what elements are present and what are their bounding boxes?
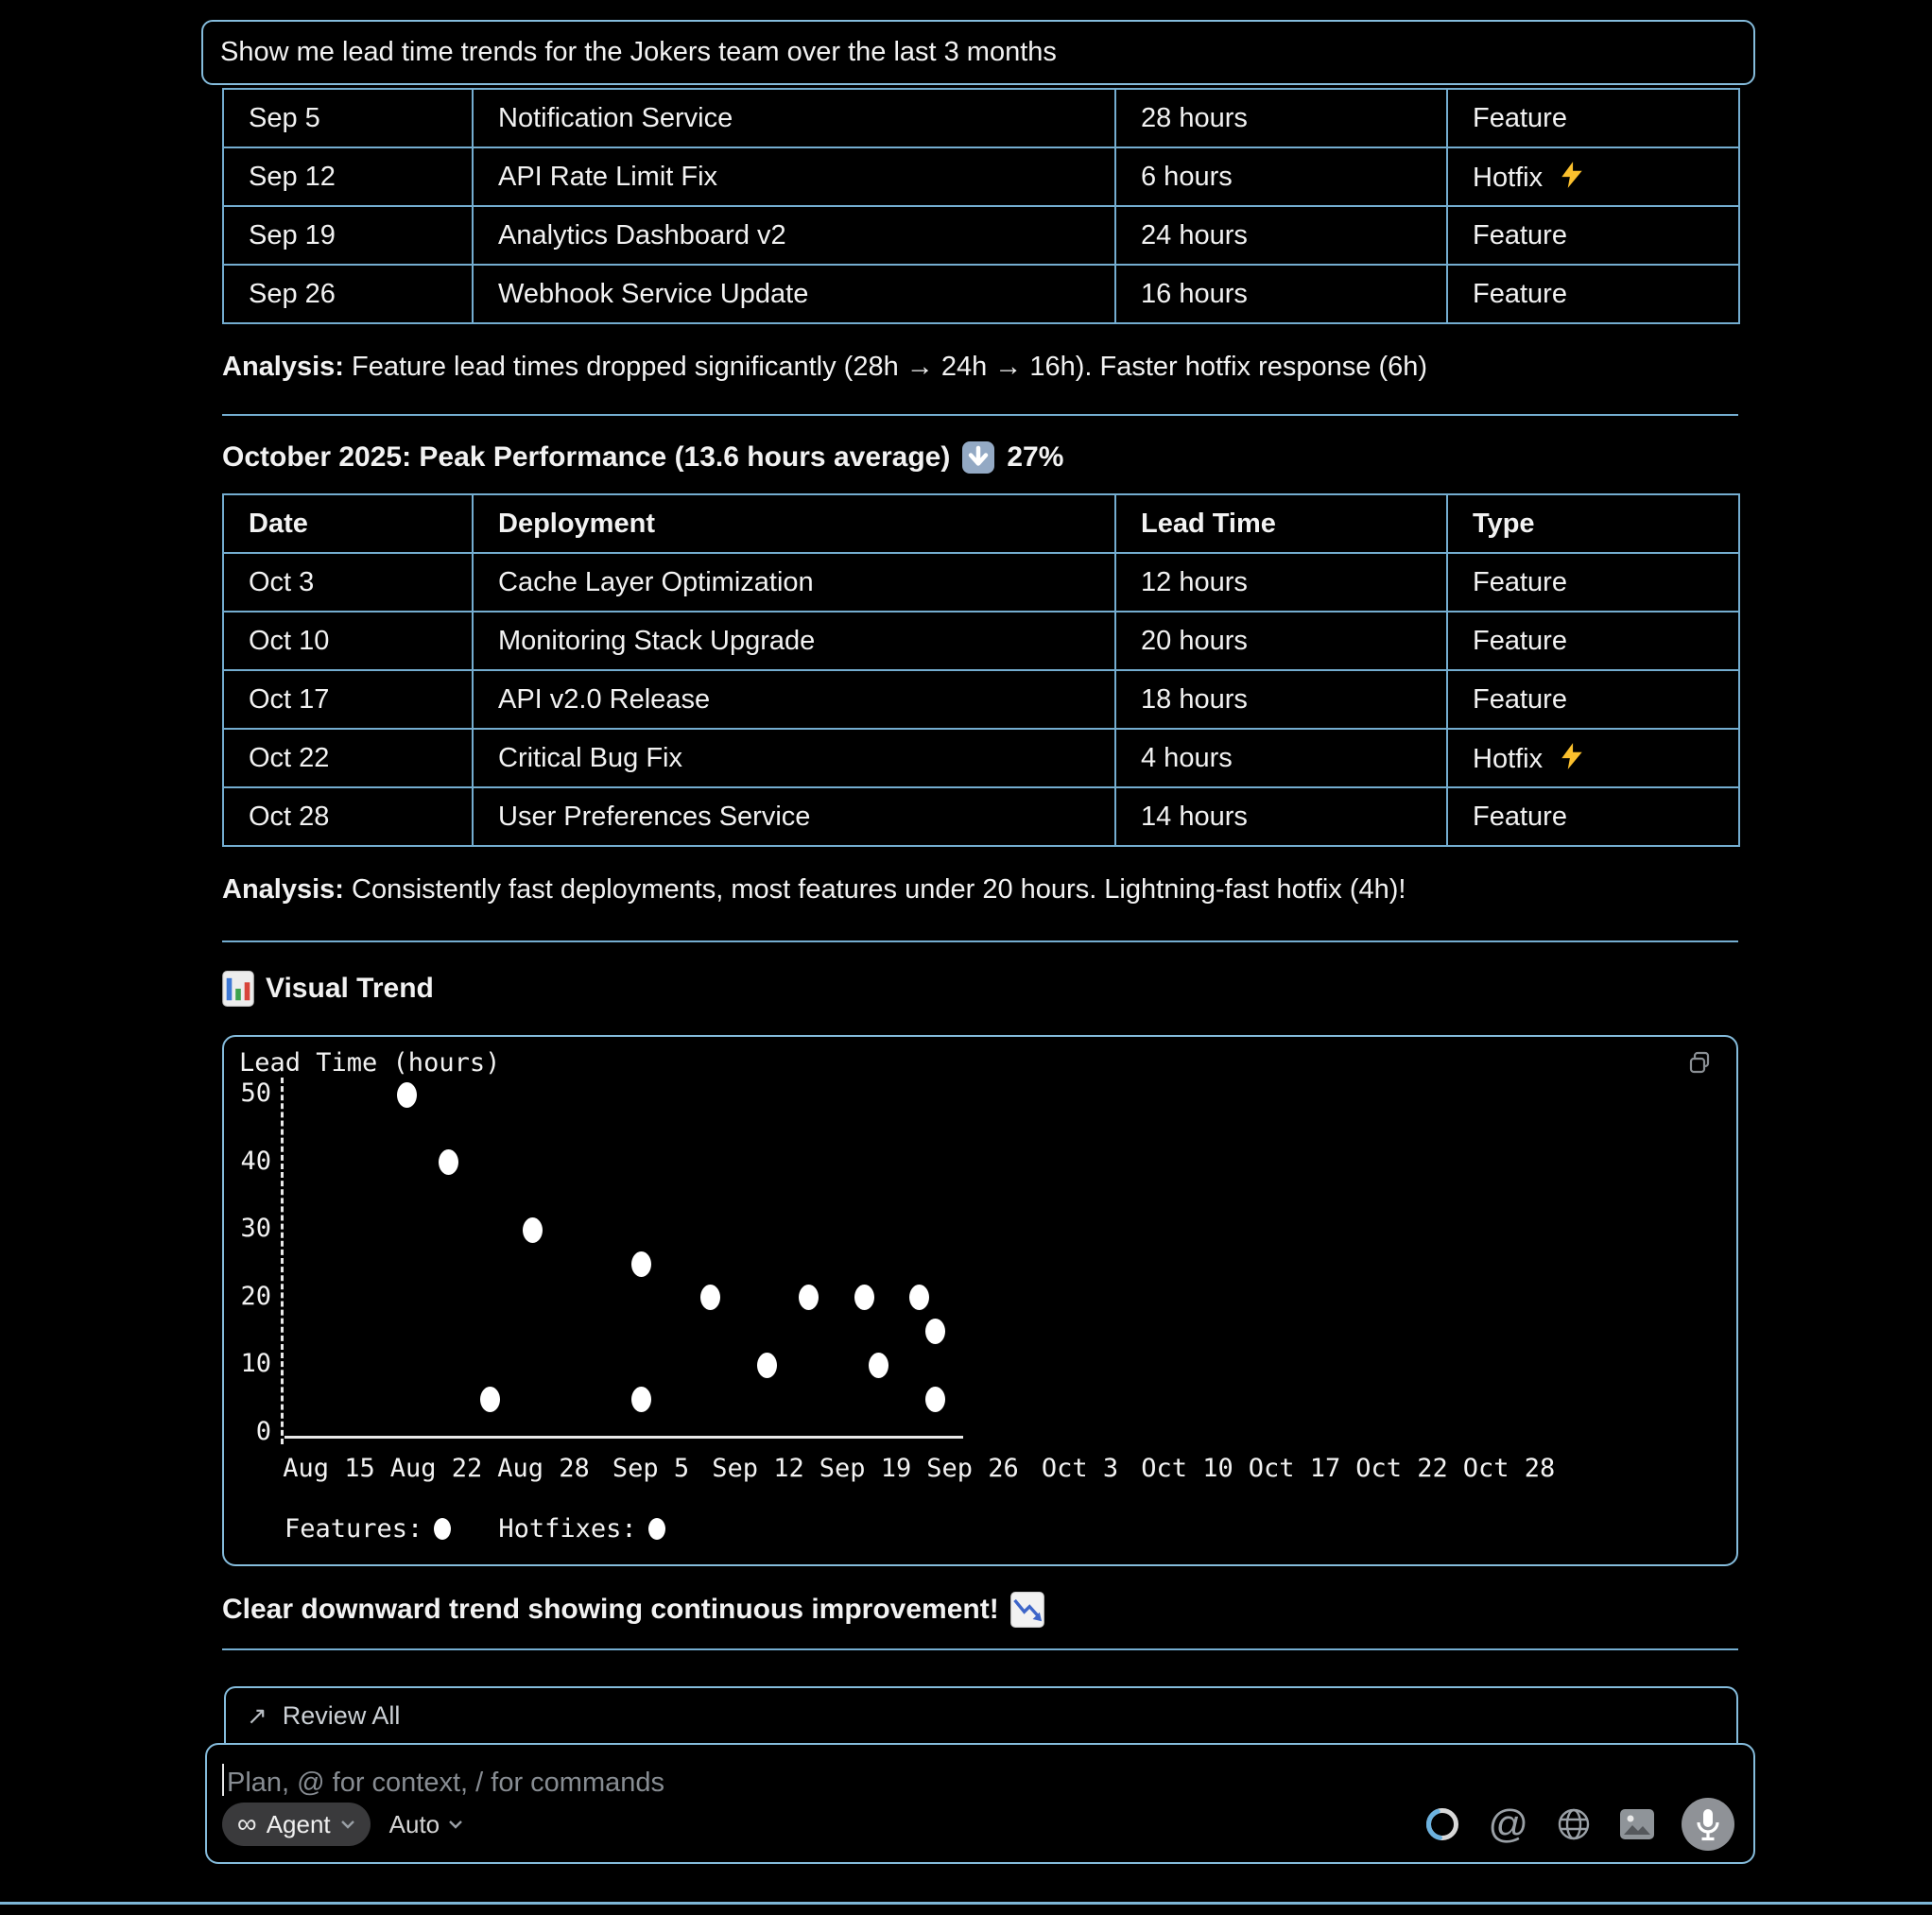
- agent-mode-selector[interactable]: [222, 1803, 371, 1846]
- data-point-feature: [700, 1285, 720, 1310]
- legend-hotfixes-dot: [648, 1518, 665, 1540]
- review-all-label: Review All: [282, 1700, 401, 1730]
- y-tick-label: 30: [240, 1214, 271, 1244]
- lead-time-cell: 6 hours: [1115, 147, 1447, 206]
- column-header: Type: [1447, 494, 1739, 553]
- composer: [205, 1743, 1755, 1864]
- data-point-feature: [631, 1251, 651, 1277]
- mode-selectors: [222, 1803, 463, 1846]
- deployment-cell: Cache Layer Optimization: [473, 553, 1115, 612]
- lightning-icon: [1560, 161, 1584, 189]
- composer-placeholder: Plan, @ for context, / for commands: [227, 1768, 665, 1798]
- x-tick-label: Aug 22: [389, 1454, 483, 1483]
- chart-title: Lead Time (hours): [239, 1048, 501, 1078]
- scatter-plot: [224, 1078, 1736, 1564]
- deployment-cell: Webhook Service Update: [473, 265, 1115, 323]
- date-cell: Oct 3: [223, 553, 473, 612]
- lead-time-cell: 14 hours: [1115, 787, 1447, 846]
- october-heading-text: October 2025: Peak Performance (13.6 hours average): [222, 441, 951, 473]
- chart-code-block: [222, 1035, 1738, 1566]
- text-caret: [222, 1764, 224, 1796]
- x-tick-label: Sep 26: [926, 1454, 1019, 1483]
- analysis-text: Feature lead times dropped significantly (28h → 24h → 16h). Faster hotfix response (6h): [343, 352, 1428, 382]
- x-tick-label: Sep 12: [712, 1454, 804, 1483]
- x-tick-label: Oct 28: [1462, 1454, 1556, 1483]
- type-cell: Hotfix: [1447, 729, 1739, 787]
- voice-input-button[interactable]: [1682, 1798, 1734, 1851]
- table-row: [223, 787, 1739, 846]
- deployment-cell: API v2.0 Release: [473, 670, 1115, 729]
- october-deployments-table: [222, 493, 1740, 847]
- type-cell: Hotfix: [1447, 147, 1739, 206]
- deployment-cell: Analytics Dashboard v2: [473, 206, 1115, 265]
- y-tick-label: 10: [240, 1349, 271, 1379]
- table-row: [223, 206, 1739, 265]
- type-cell: Feature: [1447, 265, 1739, 323]
- data-point-hotfix: [480, 1387, 500, 1412]
- date-cell: Oct 22: [223, 729, 473, 787]
- date-cell: Sep 19: [223, 206, 473, 265]
- table-row: [223, 612, 1739, 670]
- type-cell: Feature: [1447, 670, 1739, 729]
- section-divider: [222, 940, 1738, 942]
- table-row: [223, 670, 1739, 729]
- context-ring-icon: [1423, 1805, 1461, 1843]
- y-tick-label: 20: [240, 1281, 271, 1311]
- data-point-feature: [909, 1285, 929, 1310]
- trend-note-text: Clear downward trend showing continuous improvement!: [222, 1594, 999, 1625]
- deployment-cell: Monitoring Stack Upgrade: [473, 612, 1115, 670]
- lead-time-cell: 4 hours: [1115, 729, 1447, 787]
- y-tick-label: 50: [240, 1078, 271, 1108]
- legend-hotfixes-label: Hotfixes:: [498, 1514, 637, 1544]
- visual-trend-heading: [222, 971, 1755, 1007]
- composer-input[interactable]: [207, 1745, 1753, 1805]
- chat-panel: [201, 0, 1755, 1864]
- y-tick-label: 40: [240, 1146, 271, 1176]
- chart-decreasing-icon: [1010, 1592, 1044, 1628]
- table-row: [223, 729, 1739, 787]
- chevron-down-icon: [448, 1820, 463, 1829]
- type-cell: Feature: [1447, 206, 1739, 265]
- model-selector-label: Auto: [388, 1809, 440, 1838]
- column-header: Date: [223, 494, 473, 553]
- context-ring-button[interactable]: [1423, 1805, 1461, 1843]
- attach-image-button[interactable]: [1619, 1808, 1655, 1840]
- lead-time-cell: 16 hours: [1115, 265, 1447, 323]
- microphone-icon: [1682, 1798, 1734, 1851]
- legend-features-label: Features:: [285, 1514, 423, 1544]
- composer-actions: [1423, 1798, 1734, 1851]
- october-analysis: [222, 872, 1755, 906]
- analysis-text: Consistently fast deployments, most features under 20 hours. Lightning-fast hotfix (4h)!: [343, 874, 1406, 905]
- delta-percent: 27%: [1007, 441, 1064, 473]
- user-message: [201, 20, 1755, 85]
- composer-toolbar: [222, 1798, 1734, 1851]
- data-point-feature: [397, 1082, 417, 1108]
- data-point-feature: [439, 1149, 458, 1175]
- data-point-feature: [869, 1353, 888, 1378]
- at-mention-button[interactable]: @: [1488, 1802, 1528, 1846]
- table-header-row: [223, 494, 1739, 553]
- model-selector[interactable]: [389, 1810, 464, 1839]
- arrow-up-right-icon: ↗: [247, 1700, 267, 1730]
- type-cell: Feature: [1447, 612, 1739, 670]
- infinity-icon: ∞: [237, 1808, 257, 1839]
- data-point-feature: [757, 1353, 777, 1378]
- date-cell: Sep 12: [223, 147, 473, 206]
- type-cell: Feature: [1447, 787, 1739, 846]
- legend-features-dot: [434, 1518, 451, 1540]
- y-tick-label: 0: [255, 1417, 271, 1446]
- deployment-cell: Critical Bug Fix: [473, 729, 1115, 787]
- deployment-cell: Notification Service: [473, 89, 1115, 147]
- data-point-feature: [854, 1285, 874, 1310]
- x-tick-label: Oct 17: [1248, 1454, 1341, 1483]
- data-point-hotfix: [925, 1387, 945, 1412]
- globe-icon: [1555, 1805, 1593, 1843]
- october-heading: [222, 440, 1755, 474]
- agent-mode-label: Agent: [266, 1809, 331, 1838]
- lead-time-cell: 20 hours: [1115, 612, 1447, 670]
- table-row: [223, 147, 1739, 206]
- date-cell: Sep 5: [223, 89, 473, 147]
- x-axis: [285, 1436, 963, 1439]
- chart-legend: [285, 1514, 665, 1544]
- chevron-down-icon: [340, 1820, 355, 1829]
- deployment-cell: User Preferences Service: [473, 787, 1115, 846]
- september-analysis: [222, 350, 1755, 384]
- column-header: Deployment: [473, 494, 1115, 553]
- lead-time-cell: 24 hours: [1115, 206, 1447, 265]
- y-axis: [281, 1078, 284, 1444]
- down-arrow-icon: [961, 440, 995, 474]
- x-tick-label: Oct 10: [1141, 1454, 1233, 1483]
- lightning-icon: [1560, 742, 1584, 770]
- data-point-hotfix: [631, 1387, 651, 1412]
- section-divider: [222, 1648, 1738, 1650]
- lead-time-cell: 12 hours: [1115, 553, 1447, 612]
- lead-time-cell: 28 hours: [1115, 89, 1447, 147]
- analysis-label: Analysis:: [222, 352, 344, 382]
- x-tick-label: Sep 19: [819, 1454, 912, 1483]
- web-search-button[interactable]: [1555, 1805, 1593, 1843]
- window-bottom-accent: [0, 1902, 1932, 1905]
- copy-button[interactable]: [1687, 1050, 1712, 1075]
- x-tick-label: Sep 5: [612, 1454, 690, 1483]
- x-tick-label: Oct 3: [1041, 1454, 1119, 1483]
- type-cell: Feature: [1447, 553, 1739, 612]
- table-row: [223, 89, 1739, 147]
- trend-note: [222, 1592, 1755, 1628]
- copy-icon: [1687, 1050, 1712, 1075]
- deployment-cell: API Rate Limit Fix: [473, 147, 1115, 206]
- column-header: Lead Time: [1115, 494, 1447, 553]
- september-deployments-table: [222, 88, 1740, 324]
- user-message-text: Show me lead time trends for the Jokers team over the last 3 months: [220, 37, 1057, 67]
- x-tick-label: Aug 15: [283, 1454, 375, 1483]
- section-divider: [222, 414, 1738, 416]
- date-cell: Oct 17: [223, 670, 473, 729]
- bar-chart-icon: [222, 971, 254, 1007]
- visual-trend-title: Visual Trend: [266, 973, 434, 1004]
- date-cell: Oct 28: [223, 787, 473, 846]
- data-point-feature: [523, 1217, 543, 1243]
- data-point-feature: [925, 1319, 945, 1344]
- x-tick-label: Aug 28: [497, 1454, 590, 1483]
- table-row: [223, 265, 1739, 323]
- x-tick-label: Oct 22: [1355, 1454, 1448, 1483]
- analysis-label: Analysis:: [222, 874, 344, 905]
- date-cell: Oct 10: [223, 612, 473, 670]
- review-all-button[interactable]: [224, 1686, 1738, 1743]
- image-icon: [1619, 1808, 1655, 1840]
- type-cell: Feature: [1447, 89, 1739, 147]
- data-point-feature: [799, 1285, 819, 1310]
- date-cell: Sep 26: [223, 265, 473, 323]
- table-row: [223, 553, 1739, 612]
- lead-time-cell: 18 hours: [1115, 670, 1447, 729]
